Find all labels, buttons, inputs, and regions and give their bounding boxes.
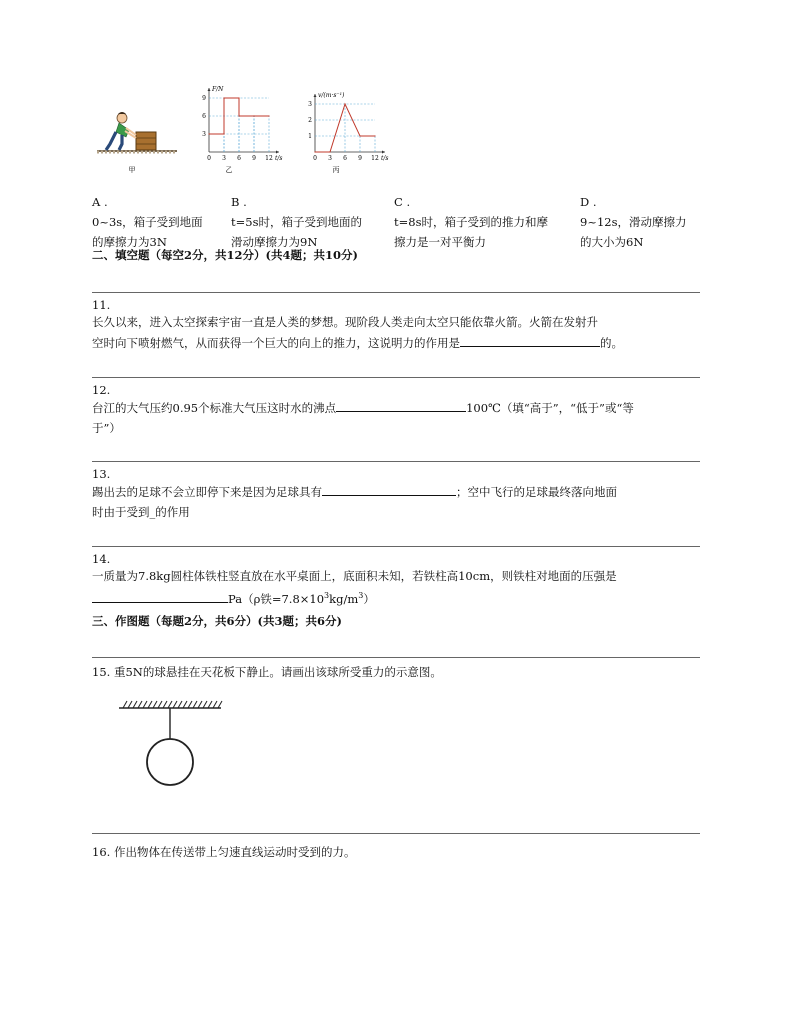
hatch-stroke	[143, 701, 147, 708]
option-b-line-2: 滑动摩擦力为9N	[231, 235, 318, 249]
q13-number: 13.	[92, 467, 111, 481]
hatch-stroke	[123, 701, 127, 708]
option-b-line-1: t=5s时，箱子受到地面的	[231, 215, 362, 229]
v-chart-x-tick-label: 12	[371, 155, 379, 162]
v-chart-data-point	[359, 135, 360, 136]
question-divider	[92, 657, 700, 658]
v-chart-x-tick-label: 6	[343, 155, 347, 162]
option-d-label: D .	[580, 195, 597, 209]
caption-yi: 乙	[225, 166, 233, 174]
problem-figure	[92, 86, 389, 178]
f-chart-y-tick-label: 9	[202, 95, 206, 102]
hatch-stroke	[153, 701, 157, 708]
q13-answer-blank[interactable]	[322, 481, 456, 496]
option-b[interactable]	[231, 192, 381, 252]
person-head	[117, 113, 127, 123]
v-chart-data-point	[314, 151, 315, 152]
option-d[interactable]	[580, 192, 710, 252]
v-chart-y-tick-label: 1	[308, 133, 312, 140]
ball	[147, 739, 193, 785]
question-divider	[92, 833, 700, 834]
q13-line-1b: ；空中飞行的足球最终落向地面	[456, 485, 617, 499]
q13-line-1a: 踢出去的足球不会立即停下来是因为足球具有	[92, 485, 322, 499]
hatch-stroke	[213, 701, 217, 708]
hatch-stroke	[198, 701, 202, 708]
v-chart-y-tick-label: 2	[308, 117, 312, 124]
f-chart-data-point	[268, 115, 269, 116]
question-divider	[92, 461, 700, 462]
v-chart-x-arrow	[382, 151, 385, 154]
option-a-line-2: 的摩擦力为3N	[92, 235, 167, 249]
option-c-line-2: 擦力是一对平衡力	[394, 235, 486, 249]
v-chart-y-tick-label: 3	[308, 101, 312, 108]
question-divider	[92, 292, 700, 293]
q14-line-1: 一质量为7.8kg圆柱体铁柱竖直放在水平桌面上，底面积未知，若铁柱高10cm，则铁柱对地面的压强是	[92, 569, 617, 583]
f-chart-y-arrow	[208, 88, 211, 91]
ceiling-hatching	[123, 701, 222, 708]
f-chart-x-tick-label: 6	[237, 155, 241, 162]
hatch-stroke	[148, 701, 152, 708]
hatch-stroke	[218, 701, 222, 708]
hanging-ball-diagram	[115, 698, 225, 794]
option-d-line-1: 9~12s，滑动摩擦力	[580, 215, 687, 229]
figure-svg	[92, 86, 389, 178]
velocity-time-chart	[308, 92, 388, 162]
option-d-line-2: 的大小为6N	[580, 235, 644, 249]
q12-line-2: 于”）	[92, 421, 121, 435]
option-c-label: C .	[394, 195, 411, 209]
q15-text: 15. 重5N的球悬挂在天花板下静止。请画出该球所受重力的示意图。	[92, 665, 442, 679]
f-chart-data-point	[223, 97, 224, 98]
q14-answer-blank[interactable]	[92, 588, 228, 603]
q13-line-1	[92, 481, 704, 502]
f-chart-data-point	[253, 115, 254, 116]
q11-line-2	[92, 332, 704, 353]
v-chart-x-tick-label: 9	[358, 155, 362, 162]
f-chart-x-tick-label: 3	[222, 155, 226, 162]
v-chart-x-tick-label: 0	[313, 155, 317, 162]
q14-line-2b: kg/m	[329, 591, 359, 606]
hatch-stroke	[188, 701, 192, 708]
section-3-heading: 三、作图题（每题2分，共6分）(共3题；共6分)	[92, 614, 342, 628]
hatch-stroke	[208, 701, 212, 708]
option-a-line-1: 0~3s，箱子受到地面	[92, 215, 203, 229]
q11-number: 11.	[92, 298, 111, 312]
hatch-stroke	[128, 701, 132, 708]
q14-sup-1: 3	[324, 591, 330, 600]
hatch-stroke	[158, 701, 162, 708]
f-chart-x-tick-label: 12	[265, 155, 273, 162]
q12-line-1	[92, 397, 704, 418]
hanging-ball-svg	[115, 698, 225, 790]
q11-text	[92, 312, 704, 353]
v-chart-y-label: v/(m·s⁻¹)	[318, 92, 345, 99]
person-pushing-box-illustration	[97, 112, 177, 152]
hatch-stroke	[163, 701, 167, 708]
q13-line-2: 时由于受到_的作用	[92, 505, 190, 519]
q12-number: 12.	[92, 383, 111, 397]
option-a-label: A .	[92, 195, 108, 209]
q16-text: 16. 作出物体在传送带上匀速直线运动时受到的力。	[92, 845, 356, 859]
q14-line-2a: Pa（ρ铁=7.8×10	[228, 591, 325, 606]
f-chart-x-arrow	[276, 151, 279, 154]
q12-answer-blank[interactable]	[336, 397, 466, 412]
hatch-stroke	[133, 701, 137, 708]
q11-line-2a: 空时向下喷射燃气，从而获得一个巨大的向上的推力，这说明力的作用是	[92, 336, 460, 350]
option-b-label: B .	[231, 195, 247, 209]
option-c[interactable]	[394, 192, 574, 252]
v-chart-data-point	[329, 151, 330, 152]
option-a[interactable]	[92, 192, 242, 252]
hatch-stroke	[178, 701, 182, 708]
caption-jia: 甲	[128, 166, 136, 174]
f-chart-y-tick-label: 6	[202, 113, 206, 120]
q11-answer-blank[interactable]	[460, 332, 600, 347]
f-chart-data-point	[238, 115, 239, 116]
f-chart-data-point	[238, 97, 239, 98]
f-chart-x-tick-label: 0	[207, 155, 211, 162]
q13-text	[92, 481, 704, 522]
force-time-chart	[202, 86, 282, 162]
q12-line-1a: 台江的大气压约0.95个标准大气压这时水的沸点	[92, 401, 337, 415]
hatch-stroke	[173, 701, 177, 708]
question-divider	[92, 546, 700, 547]
q14-line-2c: ）	[363, 591, 375, 606]
v-chart-y-arrow	[314, 94, 317, 97]
option-c-line-1: t=8s时，箱子受到的推力和摩	[394, 215, 548, 229]
q14-number: 14.	[92, 552, 111, 566]
f-chart-data-point	[223, 133, 224, 134]
q14-text	[92, 566, 704, 609]
f-chart-y-tick-label: 3	[202, 131, 206, 138]
q12-text	[92, 397, 704, 438]
hatch-stroke	[203, 701, 207, 708]
v-chart-x-label: t/s	[381, 155, 389, 162]
v-chart-data-point	[344, 103, 345, 104]
q11-line-1: 长久以来，进入太空探索宇宙一直是人类的梦想。现阶段人类走向太空只能依靠火箭。火箭在发射升	[92, 315, 598, 329]
hatch-stroke	[138, 701, 142, 708]
q14-line-2	[92, 586, 704, 609]
q12-line-1b: 100℃（填“高于”，“低于”或“等	[466, 401, 634, 415]
q11-line-2b: 的。	[600, 336, 623, 350]
section-2-heading: 二、填空题（每空2分，共12分）(共4题；共10分)	[92, 248, 358, 262]
question-divider	[92, 377, 700, 378]
q14-sup-2: 3	[358, 591, 364, 600]
f-chart-x-tick-label: 9	[252, 155, 256, 162]
v-chart-x-tick-label: 3	[328, 155, 332, 162]
hatch-stroke	[183, 701, 187, 708]
hatch-stroke	[168, 701, 172, 708]
person-shirt	[116, 123, 129, 137]
hatch-stroke	[193, 701, 197, 708]
box	[136, 132, 156, 150]
caption-bing: 丙	[332, 166, 340, 174]
f-chart-data-point	[208, 133, 209, 134]
f-chart-y-label: F/N	[212, 86, 224, 93]
f-chart-x-label: t/s	[275, 155, 283, 162]
v-chart-data-point	[374, 135, 375, 136]
